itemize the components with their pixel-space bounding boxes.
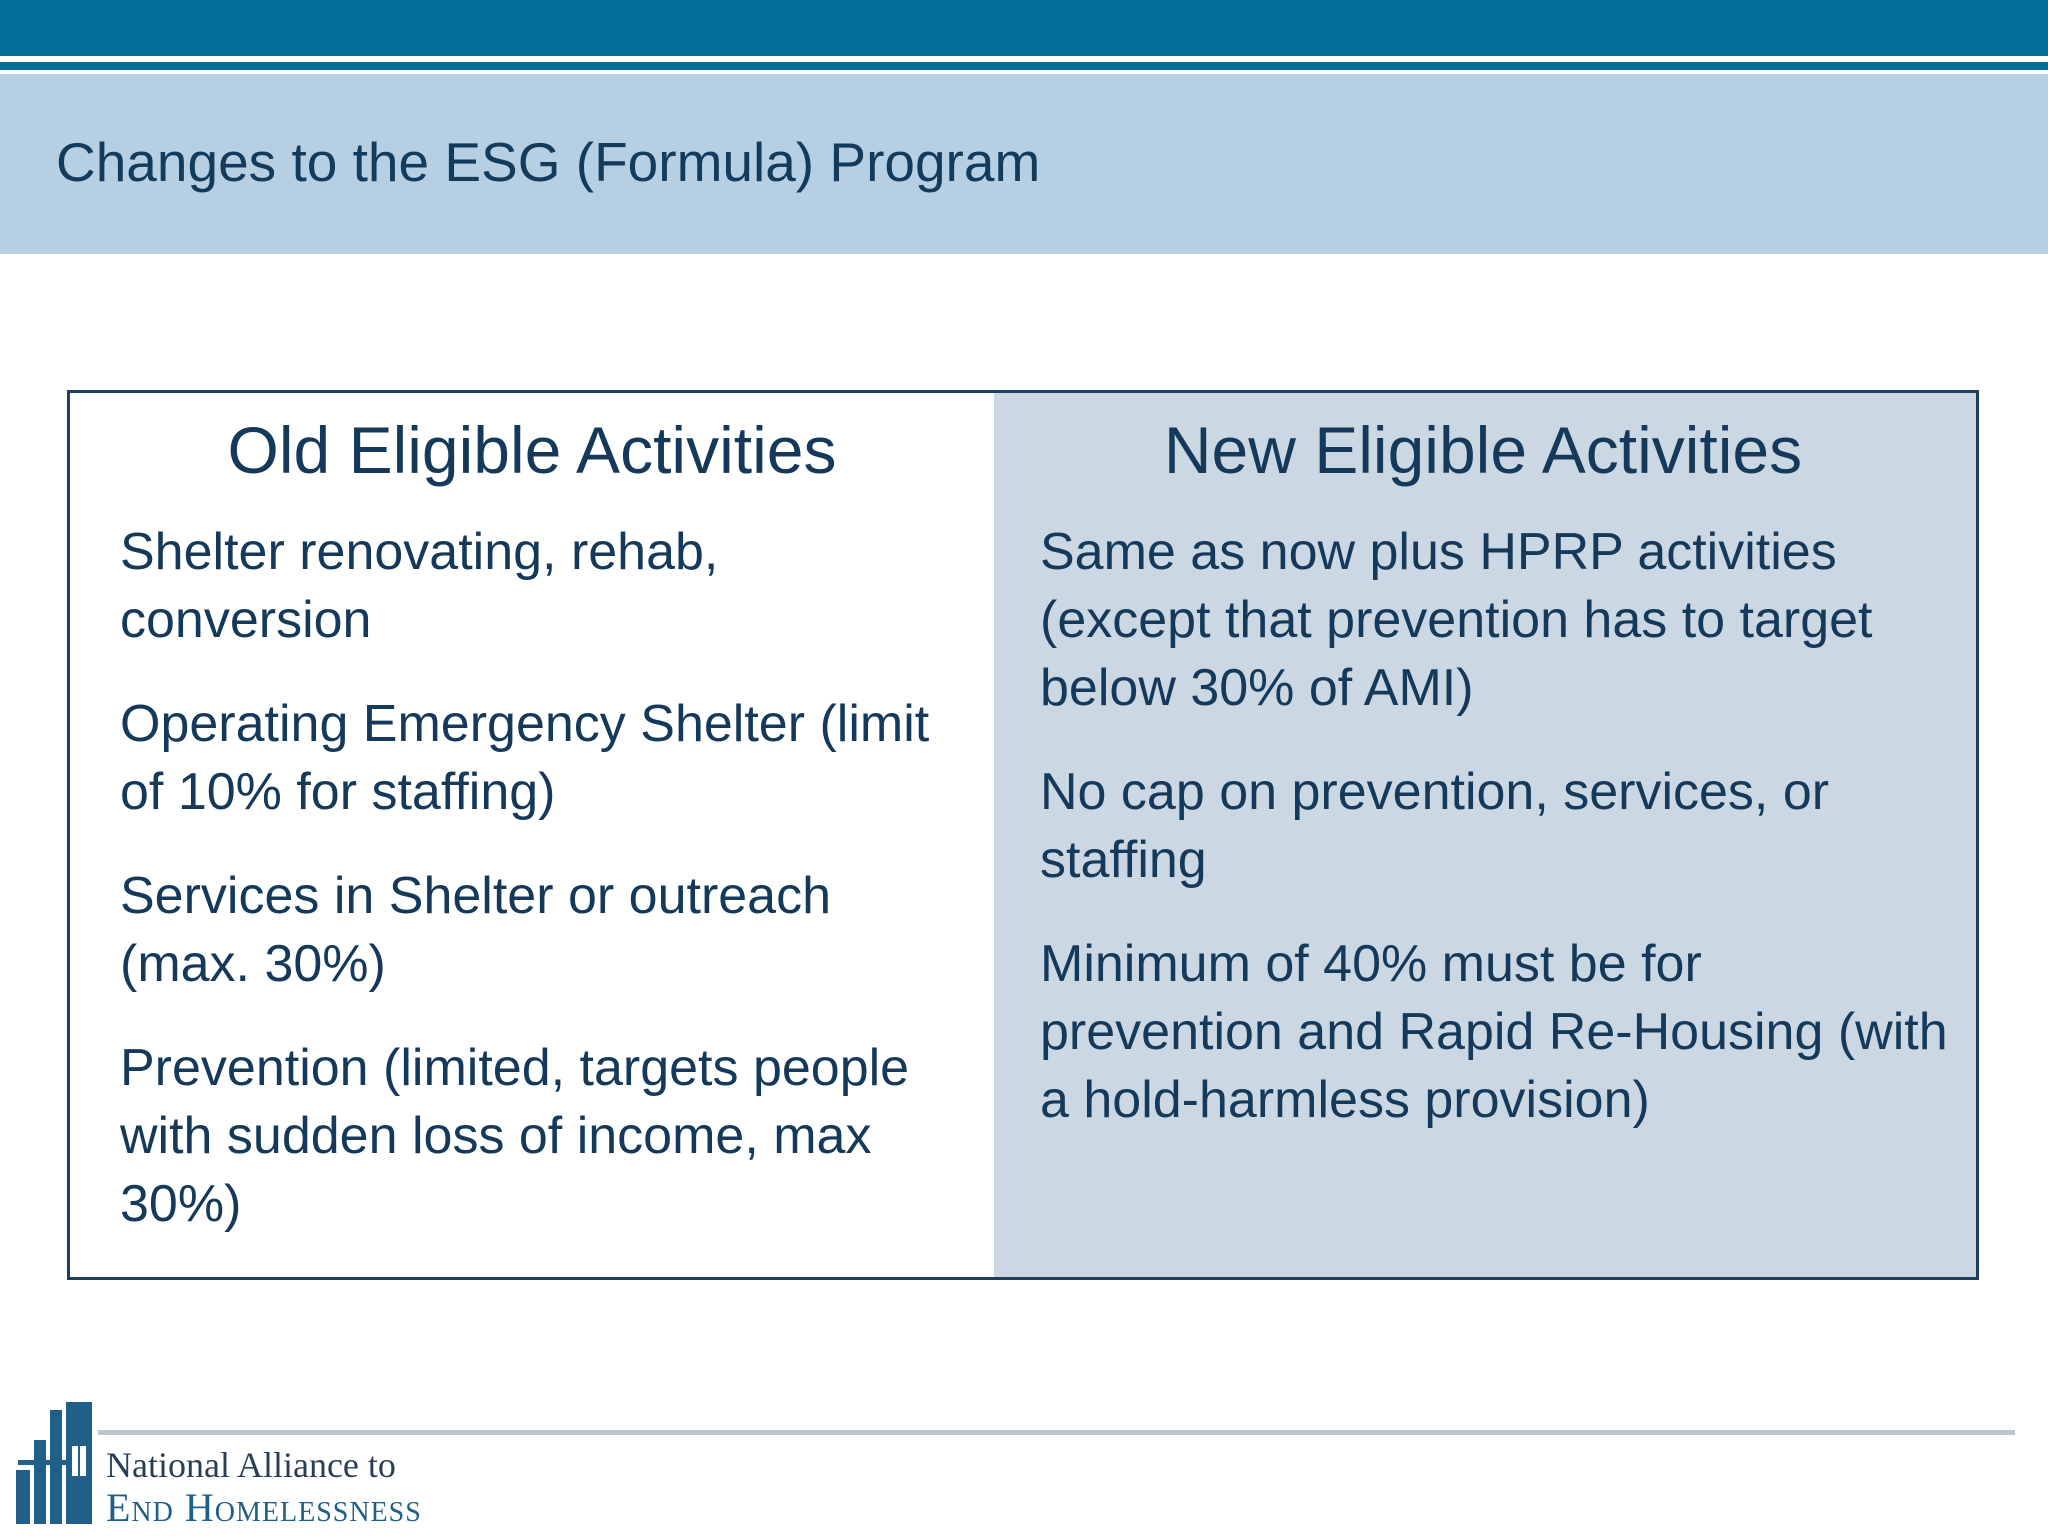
old-activities-list (120, 518, 974, 1238)
header-bar (0, 0, 2048, 56)
list-item: Minimum of 40% must be for prevention and Rapid Re-Housing (with a hold-harmless provision) (1040, 935, 1948, 1130)
new-activities-list (1040, 518, 1956, 1134)
list-item: Shelter renovating, rehab, conversion (120, 523, 719, 650)
list-item: Same as now plus HPRP activities (except that prevention has to target below 30% of AMI) (1040, 523, 1873, 718)
list-item: No cap on prevention, services, or staffing (1040, 763, 1830, 890)
list-item: Prevention (limited, targets people with sudden loss of income, max 30%) (120, 1039, 910, 1234)
logo-text-line1: National Alliance to (106, 1445, 396, 1485)
organization-logo (14, 1400, 534, 1530)
old-activities-column (70, 393, 994, 1277)
logo-text-line2: End Homelessness (106, 1485, 422, 1530)
new-activities-column (994, 393, 1976, 1277)
header-rule (0, 62, 2048, 70)
building-logo-icon (14, 1400, 94, 1524)
new-activities-heading: New Eligible Activities (1163, 413, 1803, 487)
slide-title: Changes to the ESG (Formula) Program (56, 131, 1041, 193)
list-item: Services in Shelter or outreach (max. 30%) (120, 867, 832, 994)
old-activities-heading: Old Eligible Activities (227, 413, 837, 487)
list-item: Operating Emergency Shelter (limit of 10% for staffing) (120, 695, 930, 822)
comparison-table (67, 390, 1979, 1280)
